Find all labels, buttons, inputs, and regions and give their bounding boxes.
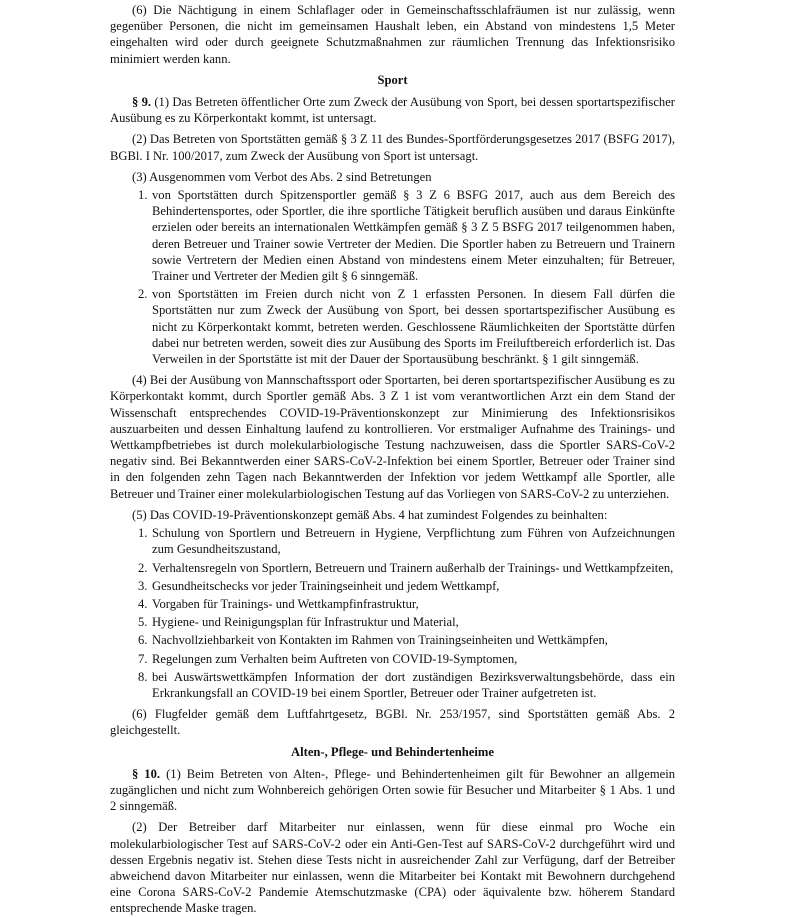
list-item: [110, 669, 675, 701]
paragraph-10-2: (2) Der Betreiber darf Mitarbeiter nur einlassen, wenn für diese einmal pro Woche ein molekularbiologischer Test auf SARS-CoV-2 oder ein Anti-Gen-Test auf SARS-CoV-2 durchgeführt wird und dessen Ergebnis negativ ist. Stehen diese Tests nicht in ausreichender Zahl zur Verfügung, darf der Betreiber abweichend davon Mitarbeiter nur einlassen, wenn die Mitarbeiter bei Kontakt mit Bewohnern durchgehend eine Corona SARS-CoV-2 Pandemie Atemschutzmaske (CPA) oder äquivalente bzw. höherem Standard entsprechende Maske tragen.: [110, 820, 675, 916]
section-9-label: § 9.: [132, 95, 152, 110]
list-item-number: 6.: [138, 633, 148, 648]
list-item-number: 1.: [138, 188, 148, 203]
list-item-number: 2.: [138, 560, 148, 575]
paragraph-10-1: [110, 766, 675, 815]
list-item-text: Vorgaben für Trainings- und Wettkampfinfrastruktur,: [152, 596, 419, 611]
paragraph-9-2: (2) Das Betreten von Sportstätten gemäß § 3 Z 11 des Bundes-Sportförderungsgesetzes 2017 (BSFG 2017), BGBl. I Nr. 100/2017, zum Zweck der Ausübung von Sport ist untersagt.: [110, 132, 675, 163]
heading-sport: Sport: [377, 72, 408, 87]
section-10-label: § 10.: [132, 766, 161, 781]
list-item-number: 5.: [138, 615, 148, 630]
list-item: [110, 578, 675, 594]
list-item-number: 8.: [138, 669, 148, 684]
list-item-text: von Sportstätten durch Spitzensportler gemäß § 3 Z 6 BSFG 2017, auch aus dem Bereich des Behindertensportes, oder Sportler, die ihre sportliche Tätigkeit beruflich ausüben und daraus Einkünfte erzielen oder bereits an internationalen Wettkämpfen gemäß § 3 Z 5 BSFG 2017 teilgenommen haben, deren Betreuer und Trainer sowie Vertreter der Medien. Die Sportler haben zu Betreuern und Trainern sowie Vertretern der Medien einen Abstand von mindestens einem Meter einzuhalten; für Betreuer, Trainer und Vertreter der Medien gilt § 6 sinngemäß.: [152, 188, 675, 284]
paragraph-9-4: (4) Bei der Ausübung von Mannschaftssport oder Sportarten, bei deren sportartspezifischer Ausübung es zu Körperkontakt kommt, durch Sportler gemäß Abs. 3 Z 1 ist vom verantwortlichen Arzt ein dem Stand der Wissenschaft entsprechendes COVID-19-Präventionskonzept zur Minimierung des Infektionsrisikos auszuarbeiten und dessen Einhaltung laufend zu kontrollieren. Vor erstmaliger Aufnahme des Trainings- und Wettkampfbetriebes ist durch molekularbiologische Testung nachzuweisen, dass die Sportler SARS-CoV-2 negativ sind. Bei Bekanntwerden einer SARS-CoV-2-Infektion bei einem Sportler, Betreuer oder Trainer sind in den folgenden zehn Tagen nach Bekanntwerden der Infektion vor jedem Wettkampf alle Sportler, alle Betreuer und Trainer einer molekularbiologischen Testung auf das Vorliegen von SARS-CoV-2 zu unterziehen.: [110, 373, 675, 501]
list-item-number: 3.: [138, 578, 148, 593]
list-item-number: 2.: [138, 287, 148, 302]
list-item-text: Gesundheitschecks vor jeder Trainingseinheit und jedem Wettkampf,: [152, 578, 500, 593]
paragraph-9-5-intro: (5) Das COVID-19-Präventionskonzept gemäß Abs. 4 hat zumindest Folgendes zu beinhalten:: [132, 507, 608, 522]
list-item-text: Nachvollziehbarkeit von Kontakten im Rahmen von Trainingseinheiten und Wettkämpfen,: [152, 633, 608, 648]
list-item-number: 1.: [138, 526, 148, 541]
list-item-text: Hygiene- und Reinigungsplan für Infrastruktur und Material,: [152, 615, 459, 630]
list-item-text: Regelungen zum Verhalten beim Auftreten von COVID-19-Symptomen,: [152, 651, 518, 666]
list-item-text: Verhaltensregeln von Sportlern, Betreuern und Trainern außerhalb der Trainings- und Wettkampfzeiten,: [152, 560, 674, 575]
paragraph-9-1: [110, 94, 675, 126]
list-item: [110, 651, 675, 667]
list-item-text: bei Auswärtswettkämpfen Information der dort zuständigen Bezirksverwaltungsbehörde, dass ein Erkrankungsfall an COVID-19 bei einem Sportler, Betreuer oder Trainer aufgetreten ist.: [152, 669, 675, 700]
list-item-number: 4.: [138, 596, 148, 611]
list-item: [110, 596, 675, 612]
list-item-text: Schulung von Sportlern und Betreuern in Hygiene, Verpflichtung zum Führen von Aufzeichnungen zum Gesundheitszustand,: [152, 526, 675, 557]
paragraph-10-1-text: (1) Beim Betreten von Alten-, Pflege- und Behindertenheimen gilt für Bewohner an allgemein zugänglichen und nicht zum Wohnbereich gehörigen Orten sowie für Besucher und Mitarbeiter § 1 Abs. 1 und 2 sinngemäß.: [110, 766, 676, 814]
list-item: [110, 286, 675, 367]
list-9-3: [110, 187, 675, 367]
list-item-text: von Sportstätten im Freien durch nicht von Z 1 erfassten Personen. In diesem Fall dürfen die Sportstätten nur zum Zweck der Ausübung von Sport, bei dessen sportartspezifischer Ausübung es nicht zu Körperkontakt kommt, betreten werden. Geschlossene Räumlichkeiten der Sportstätte dürfen dabei nur betreten werden, soweit dies zur Ausübung des Sports im Freiluftbereich erforderlich ist. Das Verweilen in der Sportstätte ist mit der Dauer der Sportausübung beschränkt. § 1 gilt sinngemäß.: [152, 287, 675, 367]
list-9-5: [110, 525, 675, 701]
list-item: [110, 525, 675, 557]
paragraph-8-6: (6) Die Nächtigung in einem Schlaflager oder in Gemeinschaftsschlafräumen ist nur zulässig, wenn gegenüber Personen, die nicht im gemeinsamen Haushalt leben, ein Abstand von mindestens 1,5 Meter eingehalten wird oder durch geeignete Schutzmaßnahmen zur räumlichen Trennung das Infektionsrisiko minimiert werden kann.: [110, 3, 675, 66]
list-item: [110, 614, 675, 630]
paragraph-9-6: (6) Flugfelder gemäß dem Luftfahrtgesetz, BGBl. Nr. 253/1957, sind Sportstätten gemäß Abs. 2 gleichgestellt.: [110, 707, 675, 738]
list-item: [110, 632, 675, 648]
list-item: [110, 187, 675, 284]
list-item: [110, 560, 675, 576]
list-item-number: 7.: [138, 651, 148, 666]
paragraph-9-1-text: (1) Das Betreten öffentlicher Orte zum Zweck der Ausübung von Sport, bei dessen sportartspezifischer Ausübung es zu Körperkontakt kommt, ist untersagt.: [110, 95, 676, 126]
heading-alten-pflege-behindertenheime: Alten-, Pflege- und Behindertenheime: [291, 744, 494, 759]
paragraph-9-3-intro: (3) Ausgenommen vom Verbot des Abs. 2 sind Betretungen: [132, 169, 432, 184]
